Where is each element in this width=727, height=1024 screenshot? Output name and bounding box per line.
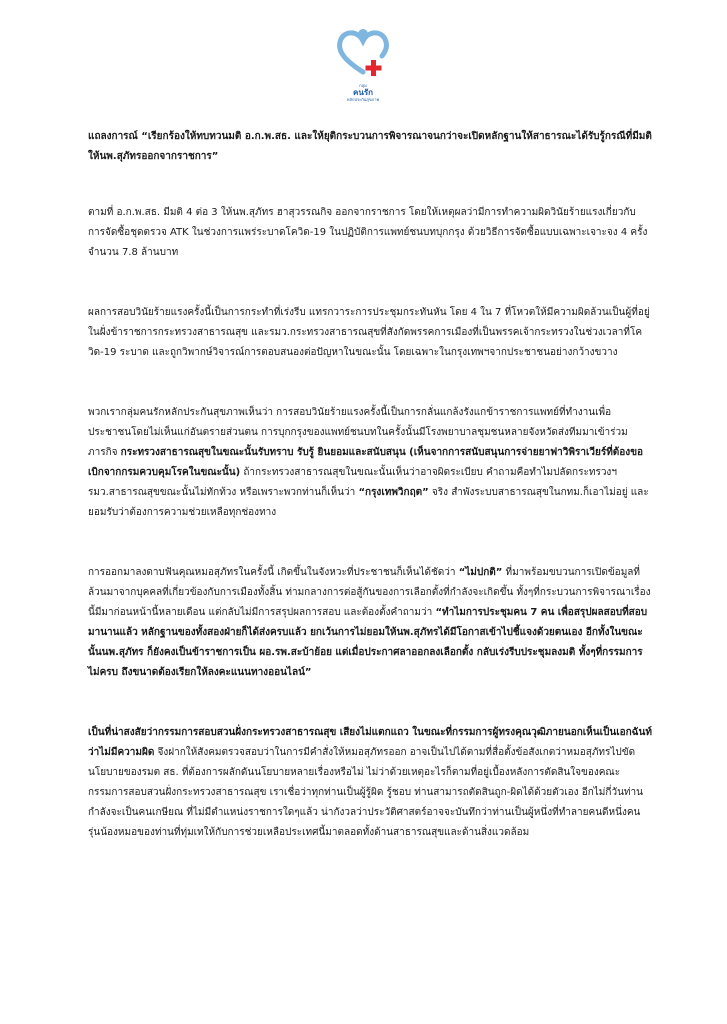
paragraph-4-bold-b: “ไม่ปกติ” — [458, 567, 503, 578]
logo-main-text: คนรัก — [353, 88, 373, 97]
paragraph-3-bold-b: กระทรวงสาธารณสุขในขณะนั้นรับทราบ รับรู้ ยินยอมและสนับสนุน (เห็นจากการสนับสนุนการจ่ายยาฟาวิพิราเวียร์ที่ต้องขอเบิกจากกรมควบคุมโรคในขณะนั้น) — [88, 447, 644, 478]
paragraph-2: ผลการสอบวินัยร้ายแรงครั้งนี้เป็นการกระทำที่เร่งรีบ แทรกวาระการประชุมกระทันหัน โดย 4 ใน 7 ที่โหวตให้มีความผิดล้วนเป็นผู้ที่อยู่ในฝั่งข้าราชการกระทรวงสาธารณสุข และรมว.กระทรวงสาธารณสุขที่สังกัดพรรคการเมืองที่เป็นพรรคเจ้ากระทรวงในช่วงเวลาที่โควิด-19 ระบาด และถูกวิพากษ์วิจารณ์การตอบสนองต่อปัญหาในขณะนั้น โดยเฉพาะในกรุงเทพฯจากประชาชนอย่างกว้างขวาง — [88, 307, 650, 358]
paragraph-4 — [88, 563, 652, 683]
paragraph-1: ตามที่ อ.ก.พ.สธ. มีมติ 4 ต่อ 3 ให้นพ.สุภัทร ฮาสุวรรณกิจ ออกจากราชการ โดยให้เหตุผลว่ามีการทำความผิดวินัยร้ายแรงเกี่ยวกับการจัดซื้อชุดตรวจ ATK ในช่วงการแพร่ระบาดโควิด-19 ในปฏิบัติการแพทย์ชนบทบุกกรุง ด้วยวิธีการจัดซื้อแบบเฉพาะเจาะจง 4 ครั้งจำนวน 7.8 ล้านบาท — [88, 207, 648, 258]
paragraph-4-text-c: ที่มาพร้อมขบวนการเปิดข้อมูลที่ล้วนมาจากบุคคลที่เกี่ยวข้องกับการเมืองทั้งสิ้น ท่ามกลางการต่อสู้กันของการเลือกตั้งที่กำลังจะเกิดขึ้น ทั้งๆที่กระบวนการพิจารณาเรื่องนี้มีมาก่อนหน้านี้หลายเดือน แต่กลับไม่มีการสรุปผลการสอบ และต้องตั้งคำถามว่า — [88, 567, 651, 618]
paragraph-3-text-c: ถ้ากระทรวงสาธารณสุขในขณะนั้นเห็นว่าอาจผิดระเบียบ คำถามคือทำไมปลัดกระทรวงฯ รมว.สาธารณสุขขณะนั้นไม่ทักท้วง หรือเพราะพวกท่านก็เห็นว่า — [88, 467, 617, 498]
heart-cross-logo-icon — [330, 24, 396, 84]
paragraph-3-bold-d: “กรุงเทพวิกฤต” — [358, 487, 429, 498]
paragraph-5 — [88, 723, 652, 843]
statement-title: แถลงการณ์ “เรียกร้องให้ทบทวนมติ อ.ก.พ.สธ. และให้ยุติกระบวนการพิจารณาจนกว่าจะเปิดหลักฐานให้สาธารณะได้รับรู้กรณีที่มีมติให้นพ.สุภัทรออกจากราชการ” — [88, 131, 652, 162]
paragraph-5-bold-a: เป็นที่น่าสงสัยว่ากรรมการสอบสวนฝั่งกระทรวงสาธารณสุข เสียงไม่แตกแถว ในขณะที่กรรมการผู้ทรงคุณวุฒิภายนอกเห็นเป็นเอกฉันท์ว่าไม่มีความผิด — [88, 727, 652, 758]
document-body — [88, 127, 652, 883]
logo — [330, 24, 396, 106]
paragraph-4-text-a: การออกมาลงดาบฟันคุณหมอสุภัทรในครั้งนี้ เกิดขึ้นในจังหวะที่ประชาชนก็เห็นได้ชัดว่า — [88, 567, 459, 578]
logo-sub-text: หลักประกันสุขภาพ — [346, 97, 380, 102]
paragraph-3-text-e: จริง สำพังระบบสาธารณสุขในกทม.ก็เอาไม่อยู่ และยอมรับว่าต้องการความช่วยเหลือทุกช่องทาง — [88, 487, 649, 518]
paragraph-5-text-b: จึงฝากให้สังคมตรวจสอบว่าในการมีคำสั่งให้หมอสุภัทรออก อาจเป็นไปได้ตามที่สื่อตั้งข้อสังเกตว่าหมอสุภัทรไปขัดนโยบายของรมต สธ. ที่ต้องการผลักดันนโยบายหลายเรื่องหรือไม่ ไม่ว่าด้วยเหตุอะไรก็ตามที่อยู่เบื้องหลังการตัดสินใจของคณะกรรมการสอบสวนฝั่งกระทรวงสาธารณสุข เราเชื่อว่าทุกท่านเป็นผู้รู้ผิด รู้ชอบ ท่านสามารถตัดสินถูก-ผิดได้ด้วยตัวเอง อีกไม่กี่วันท่านกำลังจะเป็นคนเกษียณ ที่ไม่มีตำแหน่งราชการใดๆแล้ว น่ากังวลว่าประวัติศาสตร์อาจจะบันทึกว่าท่านเป็นผู้หนึ่งที่ทำลายคนดีหนึ่งคน รุ่นน้องหมอของท่านที่ทุ่มเทให้กับการช่วยเหลือประเทศนี้มาตลอดทั้งด้านสาธารณสุขและด้านสิ่งแวดล้อม — [88, 747, 643, 838]
paragraph-3 — [88, 403, 652, 523]
logo-small-text: กลุ่ม — [359, 83, 367, 88]
paragraph-3-text-a: พวกเรากลุ่มคนรักหลักประกันสุขภาพเห็นว่า การสอบวินัยร้ายแรงครั้งนี้เป็นการกลั่นแกล้งรังแกข้าราชการแพทย์ที่ทำงานเพื่อประชาชนโดยไม่เห็นแก่อันตรายส่วนตน การบุกกรุงของแพทย์ชนบทในครั้งนั้นมีโรงพยาบาลชุมชนหลายจังหวัดส่งทีมมาเข้าร่วมภารกิจ — [88, 407, 628, 458]
paragraph-4-bold-d: “ทำไมการประชุมคน 7 คน เพื่อสรุปผลสอบที่สอบมานานแล้ว หลักฐานของทั้งสองฝ่ายก็ได้ส่งครบแล้ว ยกเว้นการไม่ยอมให้นพ.สุภัทรได้มีโอกาสเข้าไปชี้แจงด้วยตนเอง อีกทั้งในขณะนั้นนพ.สุภัทร ก็ยังคงเป็นข้าราชการเป็น ผอ.รพ.สะบ้าย้อย แต่เมื่อประกาศลาออกลงเลือกตั้ง กลับเร่งรีบประชุมลงมติ ทั้งๆที่กรรมการไม่ครบ ถึงขนาดต้องเรียกให้ลงคะแนนทางออนไลน์” — [88, 607, 648, 678]
